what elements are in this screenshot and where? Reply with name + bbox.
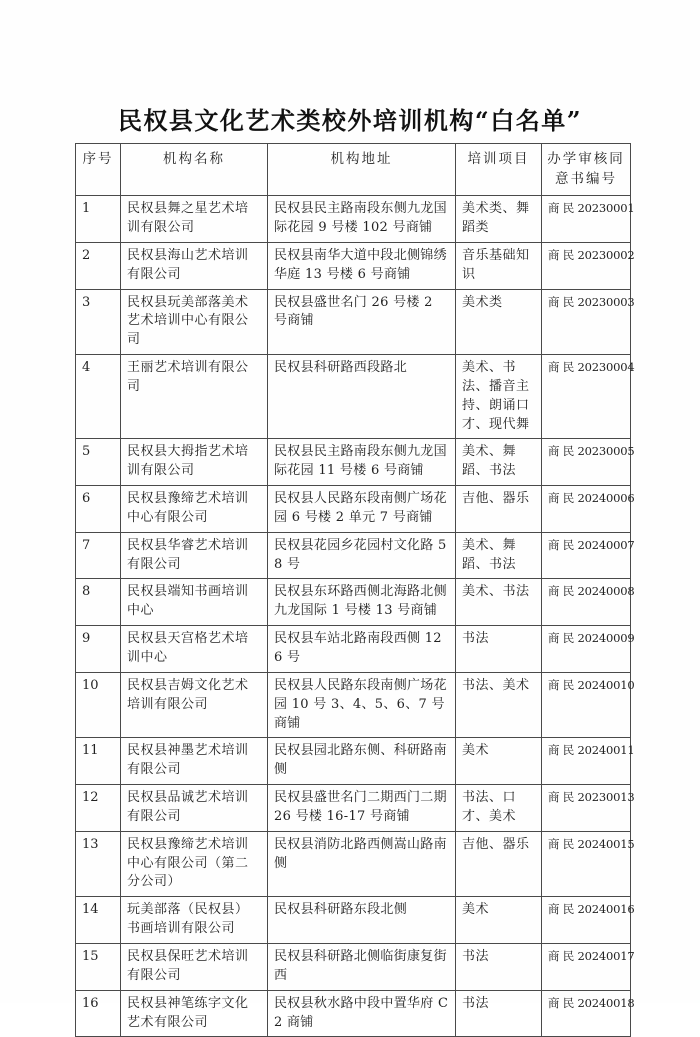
cell-institution-address: 民权县民主路南段东侧九龙国际花园 11 号楼 6 号商铺 (268, 439, 456, 486)
page-title: 民权县文化艺术类校外培训机构“白名单” (117, 106, 583, 135)
cell-serial-number: 10 (76, 672, 121, 738)
cell-institution-name: 王丽艺术培训有限公司 (121, 355, 268, 439)
cell-license-number: 商 民 20240018 (542, 990, 631, 1037)
cell-license-number: 商 民 20230001 (542, 196, 631, 243)
col-header-programs: 培训项目 (456, 144, 542, 196)
cell-serial-number: 15 (76, 943, 121, 990)
cell-training-programs: 美术、书法 (456, 579, 542, 626)
cell-institution-name: 民权县舞之星艺术培训有限公司 (121, 196, 268, 243)
cell-serial-number: 4 (76, 355, 121, 439)
table-row (76, 355, 631, 439)
table-row (76, 831, 631, 897)
cell-training-programs: 音乐基础知识 (456, 242, 542, 289)
cell-training-programs: 书法 (456, 943, 542, 990)
cell-institution-address: 民权县秋水路中段中置华府 C2 商铺 (268, 990, 456, 1037)
cell-training-programs: 书法 (456, 626, 542, 673)
table-row (76, 990, 631, 1037)
cell-institution-address: 民权县科研路西段路北 (268, 355, 456, 439)
cell-institution-address: 民权县科研路北侧临街康复街西 (268, 943, 456, 990)
cell-institution-name: 民权县端知书画培训中心 (121, 579, 268, 626)
table-row (76, 738, 631, 785)
table-body (76, 196, 635, 1037)
cell-training-programs: 美术类 (456, 289, 542, 355)
table-row (76, 486, 631, 533)
table-row (76, 242, 631, 289)
cell-serial-number: 1 (76, 196, 121, 243)
cell-license-number: 商 民 20240015 (542, 831, 631, 897)
cell-license-number: 商 民 20240011 (542, 738, 631, 785)
cell-institution-name: 民权县华睿艺术培训有限公司 (121, 532, 268, 579)
table-row (76, 196, 631, 243)
cell-institution-name: 玩美部落（民权县）书画培训有限公司 (121, 897, 268, 944)
cell-institution-address: 民权县东环路西侧北海路北侧九龙国际 1 号楼 13 号商铺 (268, 579, 456, 626)
col-header-address: 机构地址 (268, 144, 456, 196)
cell-serial-number: 8 (76, 579, 121, 626)
cell-serial-number: 2 (76, 242, 121, 289)
cell-license-number: 商 民 20240006 (542, 486, 631, 533)
cell-license-number: 商 民 20240007 (542, 532, 631, 579)
cell-license-number: 商 民 20240010 (542, 672, 631, 738)
cell-institution-address: 民权县花园乡花园村文化路 58 号 (268, 532, 456, 579)
cell-training-programs: 书法 (456, 990, 542, 1037)
cell-serial-number: 3 (76, 289, 121, 355)
col-header-serial: 序号 (76, 144, 121, 196)
cell-training-programs: 美术、书法、播音主持、朗诵口才、现代舞 (456, 355, 542, 439)
cell-institution-address: 民权县盛世名门二期西门二期 26 号楼 16-17 号商铺 (268, 785, 456, 832)
cell-institution-address: 民权县人民路东段南侧广场花园 10 号 3、4、5、6、7 号商铺 (268, 672, 456, 738)
cell-institution-name: 民权县品诚艺术培训有限公司 (121, 785, 268, 832)
cell-license-number: 商 民 20240008 (542, 579, 631, 626)
cell-serial-number: 13 (76, 831, 121, 897)
cell-institution-name: 民权县豫缔艺术培训中心有限公司（第二分公司） (121, 831, 268, 897)
table-header (76, 144, 631, 196)
cell-training-programs: 美术 (456, 897, 542, 944)
table-row (76, 579, 631, 626)
cell-institution-name: 民权县神笔练字文化艺术有限公司 (121, 990, 268, 1037)
cell-license-number: 商 民 20240016 (542, 897, 631, 944)
cell-institution-address: 民权县车站北路南段西侧 126 号 (268, 626, 456, 673)
cell-serial-number: 11 (76, 738, 121, 785)
cell-institution-address: 民权县人民路东段南侧广场花园 6 号楼 2 单元 7 号商铺 (268, 486, 456, 533)
cell-license-number: 商 民 20230013 (542, 785, 631, 832)
cell-serial-number: 7 (76, 532, 121, 579)
cell-serial-number: 12 (76, 785, 121, 832)
cell-serial-number: 6 (76, 486, 121, 533)
cell-training-programs: 书法、口才、美术 (456, 785, 542, 832)
table-row (76, 943, 631, 990)
table-row (76, 532, 631, 579)
cell-training-programs: 吉他、器乐 (456, 486, 542, 533)
cell-institution-address: 民权县南华大道中段北侧锦绣华庭 13 号楼 6 号商铺 (268, 242, 456, 289)
cell-training-programs: 美术、舞蹈、书法 (456, 532, 542, 579)
cell-institution-name: 民权县神墨艺术培训有限公司 (121, 738, 268, 785)
col-header-license: 办学审核同意书编号 (542, 144, 631, 196)
cell-institution-name: 民权县玩美部落美术艺术培训中心有限公司 (121, 289, 268, 355)
cell-training-programs: 书法、美术 (456, 672, 542, 738)
cell-serial-number: 5 (76, 439, 121, 486)
table-row (76, 672, 631, 738)
cell-institution-address: 民权县消防北路西侧嵩山路南侧 (268, 831, 456, 897)
col-header-name: 机构名称 (121, 144, 268, 196)
cell-license-number: 商 民 20240009 (542, 626, 631, 673)
cell-institution-name: 民权县天宫格艺术培训中心 (121, 626, 268, 673)
cell-institution-address: 民权县科研路东段北侧 (268, 897, 456, 944)
cell-training-programs: 美术 (456, 738, 542, 785)
cell-license-number: 商 民 20230002 (542, 242, 631, 289)
cell-training-programs: 美术类、舞蹈类 (456, 196, 542, 243)
cell-institution-address: 民权县民主路南段东侧九龙国际花园 9 号楼 102 号商铺 (268, 196, 456, 243)
cell-institution-name: 民权县吉姆文化艺术培训有限公司 (121, 672, 268, 738)
cell-institution-name: 民权县豫缔艺术培训中心有限公司 (121, 486, 268, 533)
cell-license-number: 商 民 20230003 (542, 289, 631, 355)
table-row (76, 897, 631, 944)
cell-institution-address: 民权县盛世名门 26 号楼 2 号商铺 (268, 289, 456, 355)
cell-institution-name: 民权县保旺艺术培训有限公司 (121, 943, 268, 990)
cell-training-programs: 美术、舞蹈、书法 (456, 439, 542, 486)
cell-institution-name: 民权县海山艺术培训有限公司 (121, 242, 268, 289)
whitelist-table (75, 143, 635, 1037)
cell-license-number: 商 民 20230005 (542, 439, 631, 486)
table-row (76, 626, 631, 673)
cell-serial-number: 16 (76, 990, 121, 1037)
cell-institution-address: 民权县园北路东侧、科研路南侧 (268, 738, 456, 785)
cell-license-number: 商 民 20230004 (542, 355, 631, 439)
cell-training-programs: 吉他、器乐 (456, 831, 542, 897)
cell-serial-number: 9 (76, 626, 121, 673)
cell-serial-number: 14 (76, 897, 121, 944)
table-row (76, 439, 631, 486)
table-row (76, 785, 631, 832)
header-row (76, 144, 631, 196)
cell-institution-name: 民权县大拇指艺术培训有限公司 (121, 439, 268, 486)
table-row (76, 289, 631, 355)
cell-license-number: 商 民 20240017 (542, 943, 631, 990)
